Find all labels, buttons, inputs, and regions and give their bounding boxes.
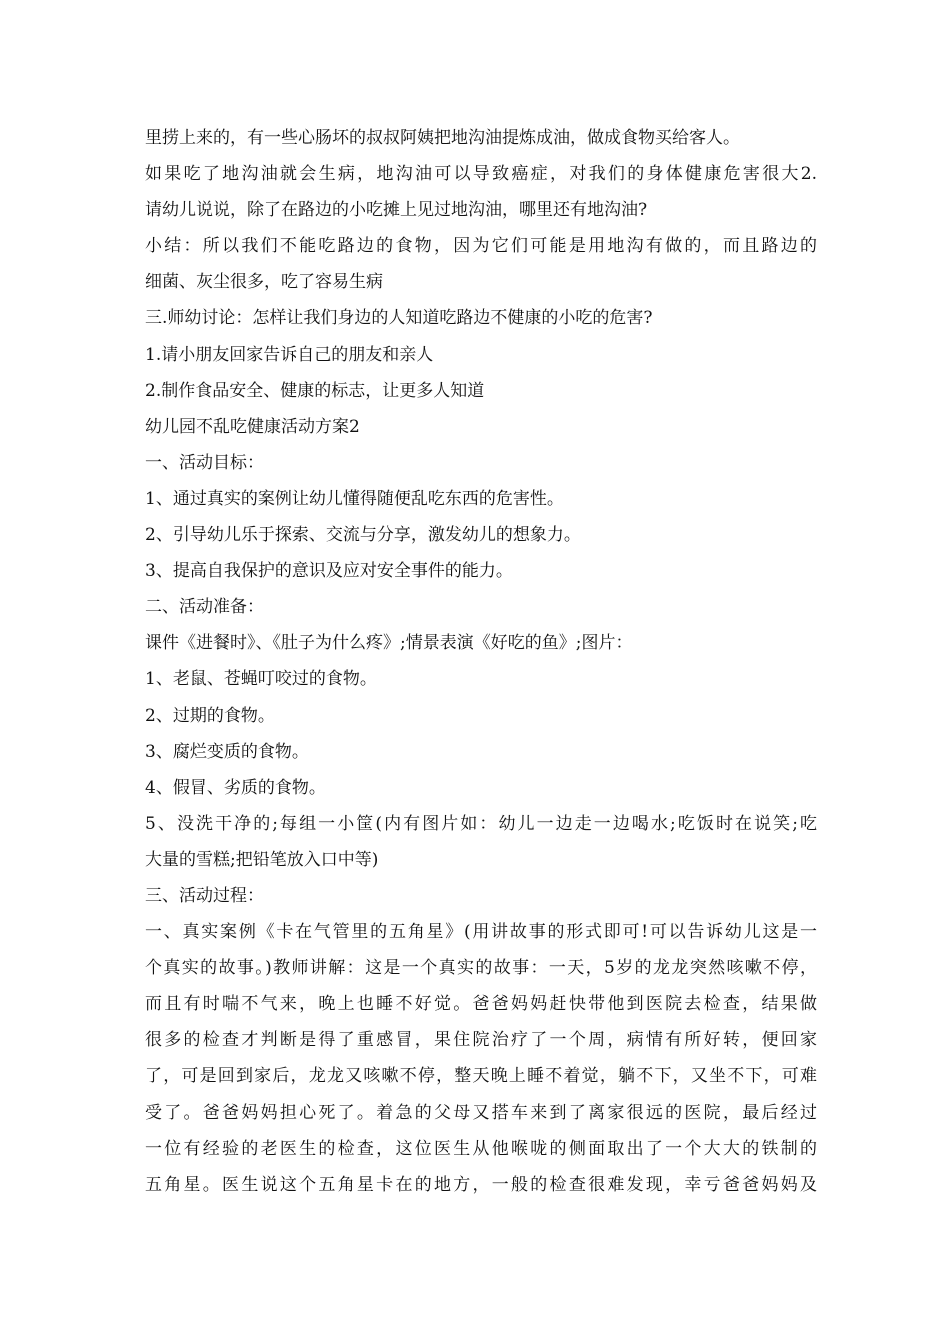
document-body [145,120,817,1203]
text-line: 3、腐烂变质的食物。 [145,741,309,762]
text-line: 一位有经验的老医生的检查，这位医生从他喉咙的侧面取出了一个大大的铁制的 [145,1138,817,1159]
text-line: 里捞上来的，有一些心肠坏的叔叔阿姨把地沟油提炼成油，做成食物买给客人。 [145,128,740,148]
text-line: 个真实的故事。)教师讲解：这是一个真实的故事：一天，5岁的龙龙突然咳嗽不停， [145,958,817,979]
text-line: 而且有时喘不气来，晚上也睡不好觉。爸爸妈妈赶快带他到医院去检查，结果做 [145,994,817,1015]
text-line: 如果吃了地沟油就会生病，地沟油可以导致癌症，对我们的身体健康危害很大2. [145,164,817,185]
text-line: 很多的检查才判断是得了重感冒，果住院治疗了一个周，病情有所好转，便回家 [145,1030,817,1051]
text-line: 2.制作食品安全、健康的标志，让更多人知道 [145,380,485,401]
text-line: 了，可是回到家后，龙龙又咳嗽不停，整天晚上睡不着觉，躺不下，又坐不下，可难 [145,1066,817,1087]
text-line: 3、提高自我保护的意识及应对安全事件的能力。 [145,561,513,582]
text-line: 1、老鼠、苍蝇叮咬过的食物。 [145,669,377,690]
text-line: 1、通过真实的案例让幼儿懂得随便乱吃东西的危害性。 [145,488,564,509]
text-line: 细菌、灰尘很多，吃了容易生病 [145,272,383,293]
text-line: 小结：所以我们不能吃路边的食物，因为它们可能是用地沟有做的，而且路边的 [145,236,817,257]
text-line: 一、真实案例《卡在气管里的五角星》(用讲故事的形式即可!可以告诉幼儿这是一 [145,922,817,943]
section-heading: 二、活动准备： [145,597,264,618]
text-line: 5、没洗干净的;每组一小筐(内有图片如：幼儿一边走一边喝水;吃饭时在说笑;吃 [145,813,817,834]
text-line: 五角星。医生说这个五角星卡在的地方，一般的检查很难发现，幸亏爸爸妈妈及 [145,1174,817,1195]
text-line: 大量的雪糕;把铅笔放入口中等) [145,849,379,870]
section-heading: 一、活动目标： [145,452,264,473]
text-line: 三.师幼讨论：怎样让我们身边的人知道吃路边不健康的小吃的危害? [145,308,653,329]
text-line: 2、过期的食物。 [145,705,275,726]
text-line: 请幼儿说说，除了在路边的小吃摊上见过地沟油，哪里还有地沟油? [145,200,648,221]
section-heading: 三、活动过程： [145,885,264,906]
text-line: 1.请小朋友回家告诉自己的朋友和亲人 [145,344,434,365]
text-line: 课件《进餐时》、《肚子为什么疼》;情景表演《好吃的鱼》;图片： [145,633,633,654]
text-line: 2、引导幼儿乐于探索、交流与分享，激发幼儿的想象力。 [145,525,581,546]
text-line: 受了。爸爸妈妈担心死了。着急的父母又搭车来到了离家很远的医院，最后经过 [145,1102,817,1123]
text-line: 4、假冒、劣质的食物。 [145,777,326,798]
section-title: 幼儿园不乱吃健康活动方案2 [145,416,360,437]
